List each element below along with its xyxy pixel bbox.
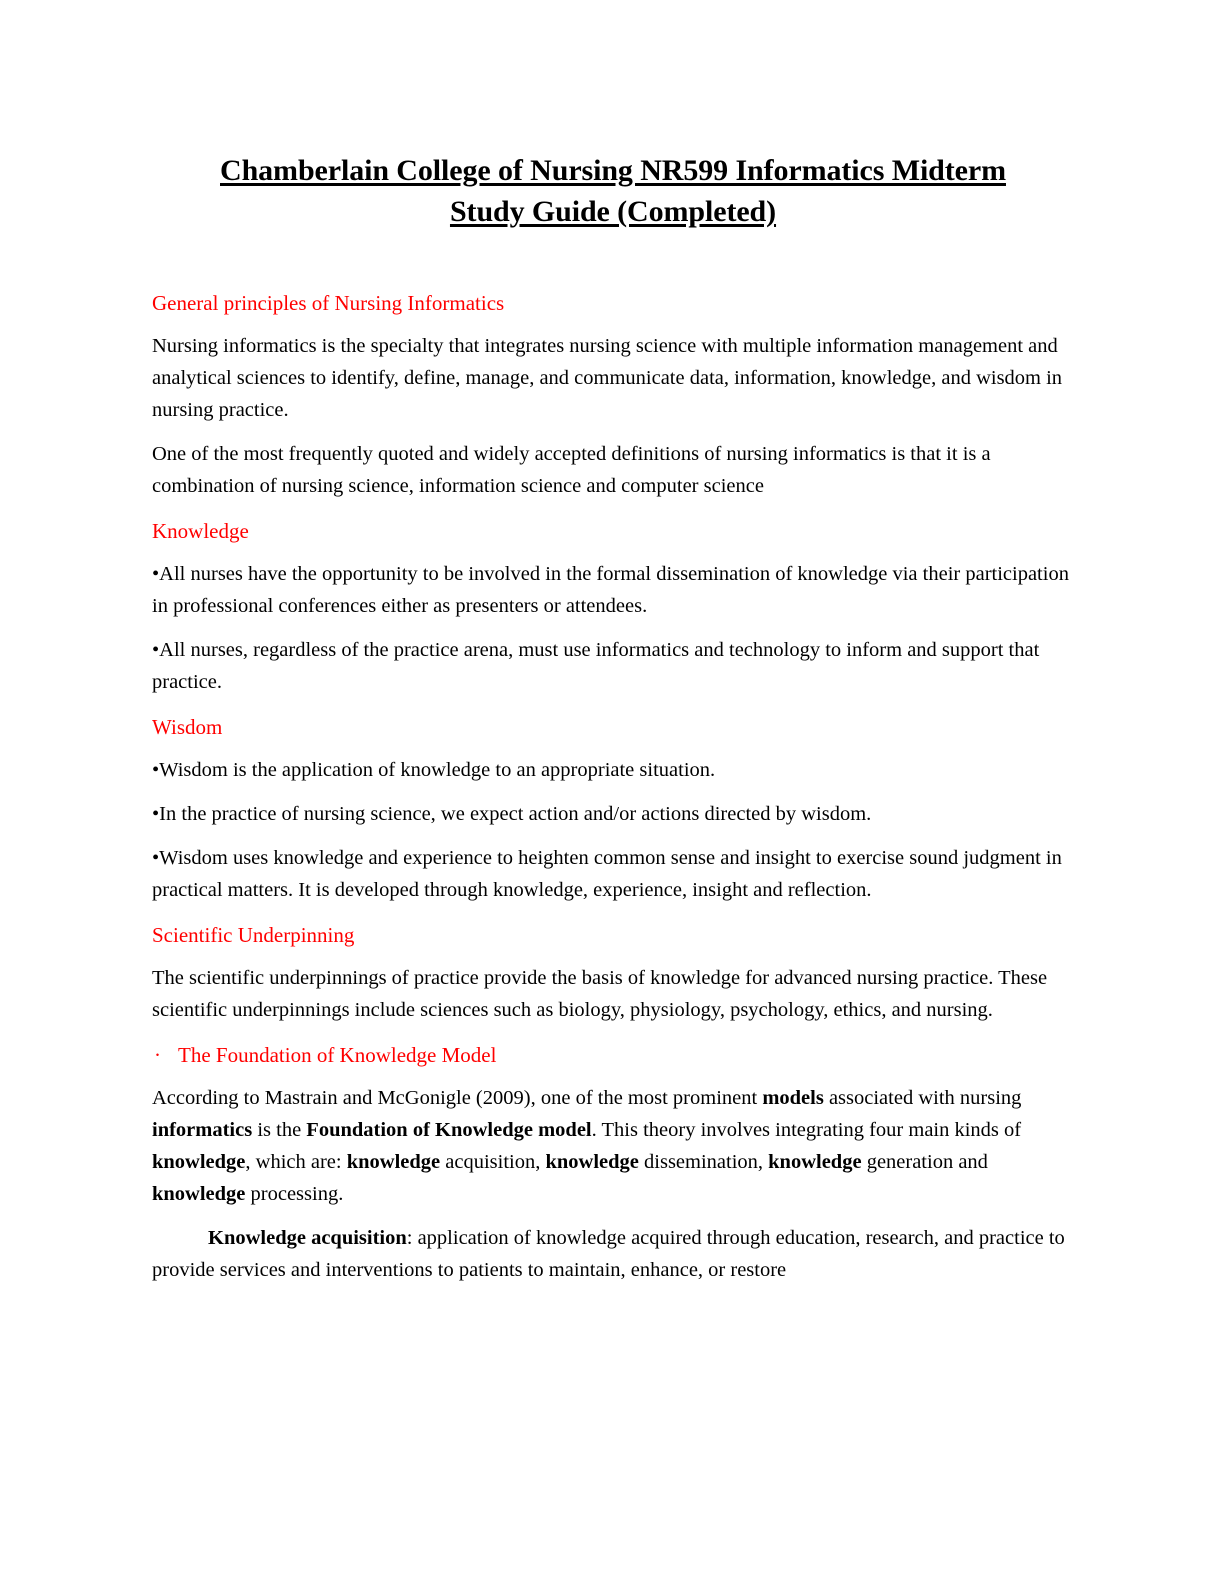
spacer	[152, 786, 1074, 798]
document-content	[152, 150, 1074, 1286]
seg-s9: processing.	[245, 1183, 344, 1205]
seg-s8: generation and	[861, 1151, 988, 1173]
spacer	[152, 622, 1074, 634]
seg-b7: knowledge	[768, 1151, 862, 1173]
paragraph-quoted-definition: One of the most frequently quoted and widely accepted definitions of nursing informatics is that it is a combination of nursing science, information science and computer science	[152, 443, 991, 497]
seg-b8: knowledge	[152, 1183, 246, 1205]
seg-s7: dissemination,	[638, 1151, 769, 1173]
seg-s2: associated with nursing	[823, 1087, 1022, 1109]
seg-b3: Foundation of Knowledge model	[306, 1119, 592, 1141]
knowledge-acquisition-rest: : application of knowledge acquired through education, research, and practice to provide services and interventions to patients to maintain, enhance, or restore	[152, 1227, 1065, 1281]
middot-bullet-icon: ·	[154, 1043, 161, 1067]
knowledge-acquisition-bold-lead: Knowledge acquisition	[208, 1227, 407, 1249]
seg-b4: knowledge	[152, 1151, 246, 1173]
seg-b5: knowledge	[346, 1151, 441, 1173]
seg-b2: informatics	[152, 1119, 253, 1141]
seg-s4: . This theory involves integrating four main kinds of	[591, 1119, 1022, 1141]
spacer	[152, 1070, 1074, 1082]
wisdom-bullet-3: •Wisdom uses knowledge and experience to heighten common sense and insight to exercise sound judgment in practical matters. It is developed through knowledge, experience, insight and reflection.	[152, 847, 1062, 901]
page-title-line-1: Chamberlain College of Nursing NR599 Informatics Midterm	[220, 154, 1006, 187]
section-heading-general-principles: General principles of Nursing Informatics	[152, 291, 505, 315]
seg-b6: knowledge	[545, 1151, 639, 1173]
spacer	[152, 950, 1074, 962]
spacer	[152, 698, 1074, 712]
wisdom-bullet-1: •Wisdom is the application of knowledge to an appropriate situation.	[152, 759, 716, 781]
seg-b1: models	[762, 1087, 824, 1109]
spacer	[152, 1210, 1074, 1222]
spacer	[152, 830, 1074, 842]
spacer	[152, 1026, 1074, 1040]
seg-s6: acquisition,	[440, 1151, 546, 1173]
spacer	[152, 318, 1074, 330]
paragraph-nursing-informatics-definition: Nursing informatics is the specialty that integrates nursing science with multiple information management and analytical sciences to identify, define, manage, and communicate data, information, knowledge, and wisdom in nursing practice.	[152, 335, 1063, 421]
spacer	[152, 232, 1074, 288]
page-title-line-2: Study Guide (Completed)	[449, 195, 777, 228]
page-title	[152, 150, 1074, 232]
spacer	[152, 502, 1074, 516]
paragraph-foundation-of-knowledge-model	[152, 1082, 1074, 1210]
knowledge-bullet-2: •All nurses, regardless of the practice arena, must use informatics and technology to inform and support that practice.	[152, 639, 1040, 693]
seg-s5: , which are:	[245, 1151, 347, 1173]
paragraph-knowledge-acquisition	[152, 1222, 1074, 1286]
paragraph-scientific-underpinnings: The scientific underpinnings of practice provide the basis of knowledge for advanced nursing practice. These scientific underpinnings include sciences such as biology, physiology, psychology, ethics, and nursing.	[152, 967, 1048, 1021]
section-heading-knowledge: Knowledge	[152, 519, 249, 543]
knowledge-bullet-1: •All nurses have the opportunity to be involved in the formal dissemination of knowledge via their participation in professional conferences either as presenters or attendees.	[152, 563, 1069, 617]
wisdom-bullet-2: •In the practice of nursing science, we expect action and/or actions directed by wisdom.	[152, 803, 872, 825]
section-heading-wisdom: Wisdom	[152, 715, 223, 739]
section-heading-scientific-underpinning: Scientific Underpinning	[152, 923, 355, 947]
seg-s1: According to Mastrain and McGonigle (2009), one of the most prominent	[152, 1087, 763, 1109]
spacer	[152, 546, 1074, 558]
list-item-label: The Foundation of Knowledge Model	[178, 1043, 497, 1067]
spacer	[152, 426, 1074, 438]
spacer	[152, 906, 1074, 920]
list-item-foundation-of-knowledge-model	[152, 1040, 1074, 1070]
spacer	[152, 742, 1074, 754]
seg-s3: is the	[252, 1119, 307, 1141]
